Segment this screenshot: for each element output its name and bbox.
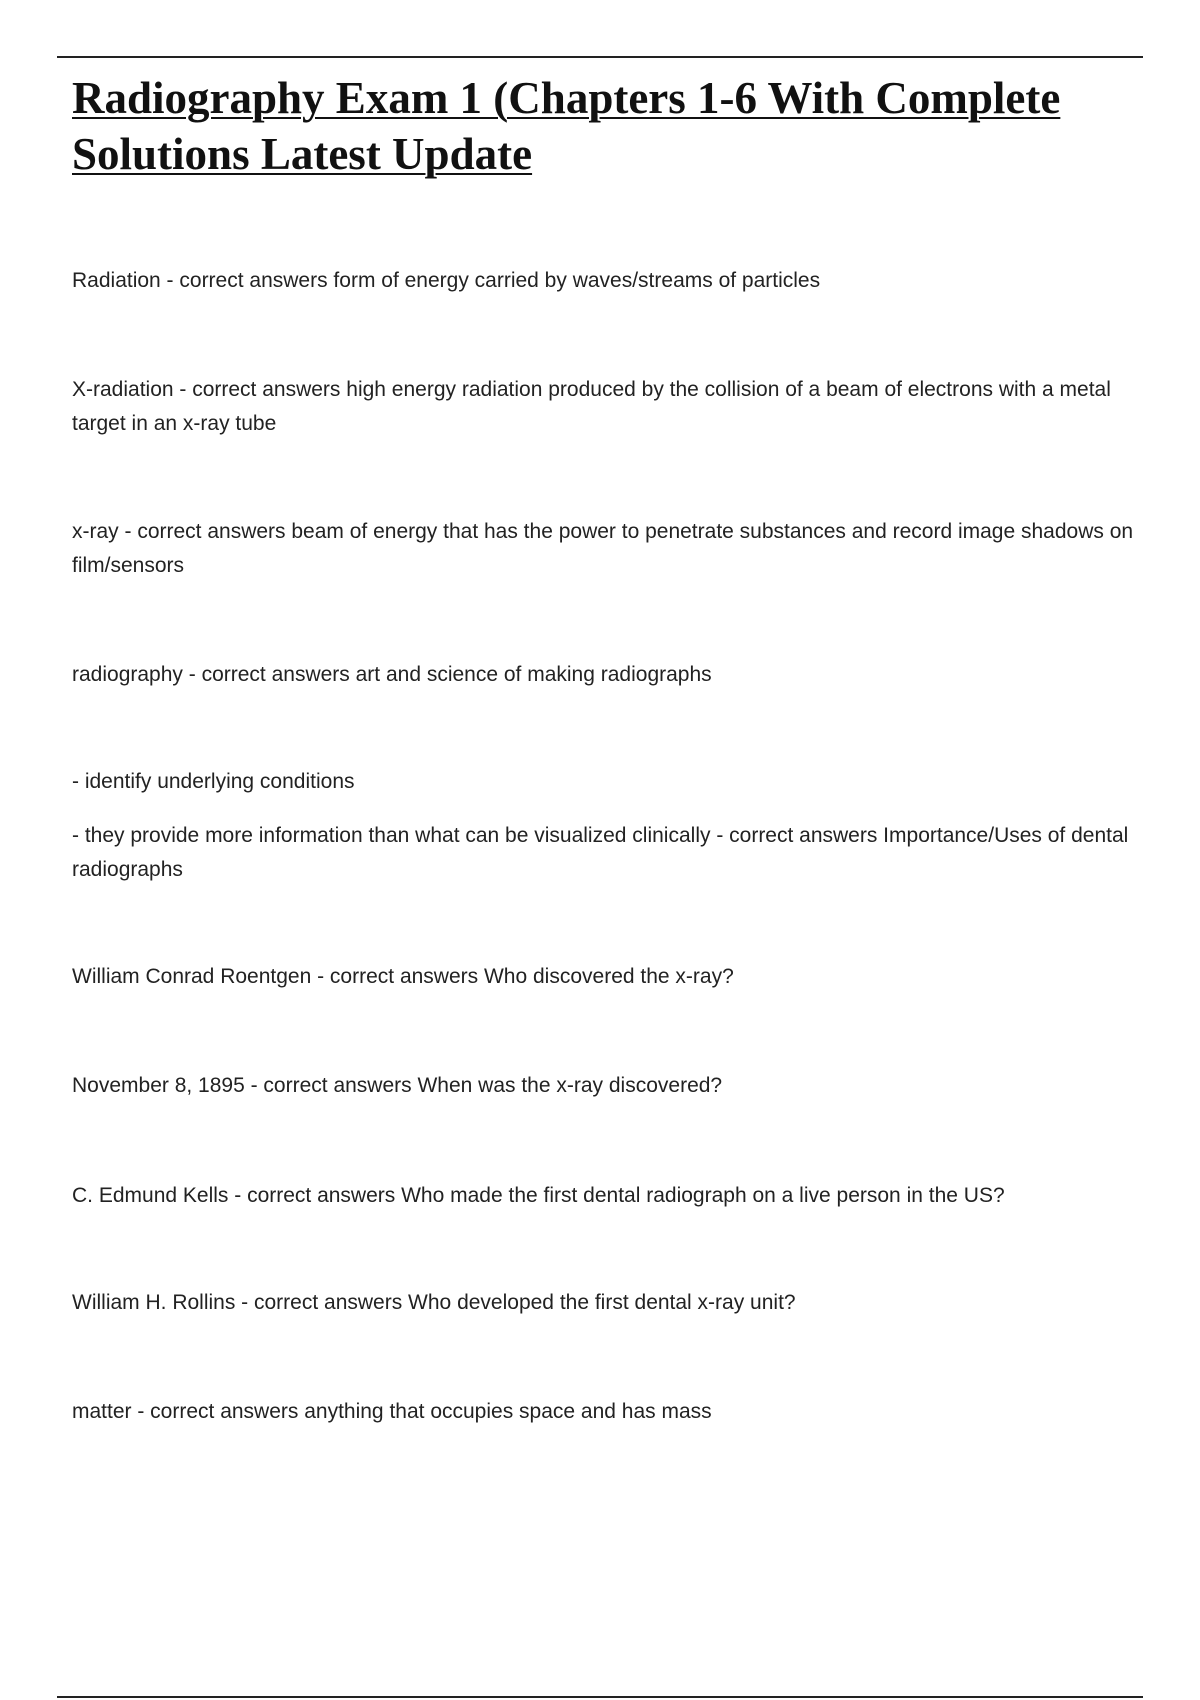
entry-x-radiation: X-radiation - correct answers high energy radiation produced by the collision of a beam of electrons with a metal target in an x-ray tube (72, 378, 1111, 435)
entry-roentgen: William Conrad Roentgen - correct answers Who discovered the x-ray? (72, 965, 734, 988)
entry-rollins: William H. Rollins - correct answers Who developed the first dental x-ray unit? (72, 1291, 796, 1314)
top-rule (57, 56, 1143, 58)
entry-uses-bullet-2: - they provide more information than what can be visualized clinically - correct answers Importance/Uses of dental radiographs (72, 824, 1129, 881)
entry-x-ray: x-ray - correct answers beam of energy that has the power to penetrate substances and record image shadows on film/sensors (72, 520, 1134, 577)
entry-kells: C. Edmund Kells - correct answers Who made the first dental radiograph on a live person in the US? (72, 1184, 1005, 1207)
entry-radiation: Radiation - correct answers form of energy carried by waves/streams of particles (72, 269, 821, 292)
entry-uses-bullet-1: - identify underlying conditions (72, 770, 355, 793)
bottom-rule (57, 1696, 1143, 1698)
entry-matter: matter - correct answers anything that occupies space and has mass (72, 1400, 712, 1423)
entry-discovery-date: November 8, 1895 - correct answers When was the x-ray discovered? (72, 1074, 723, 1097)
entry-radiography: radiography - correct answers art and science of making radiographs (72, 663, 712, 686)
document-title: Radiography Exam 1 (Chapters 1-6 With Complete Solutions Latest Update (72, 73, 1061, 179)
